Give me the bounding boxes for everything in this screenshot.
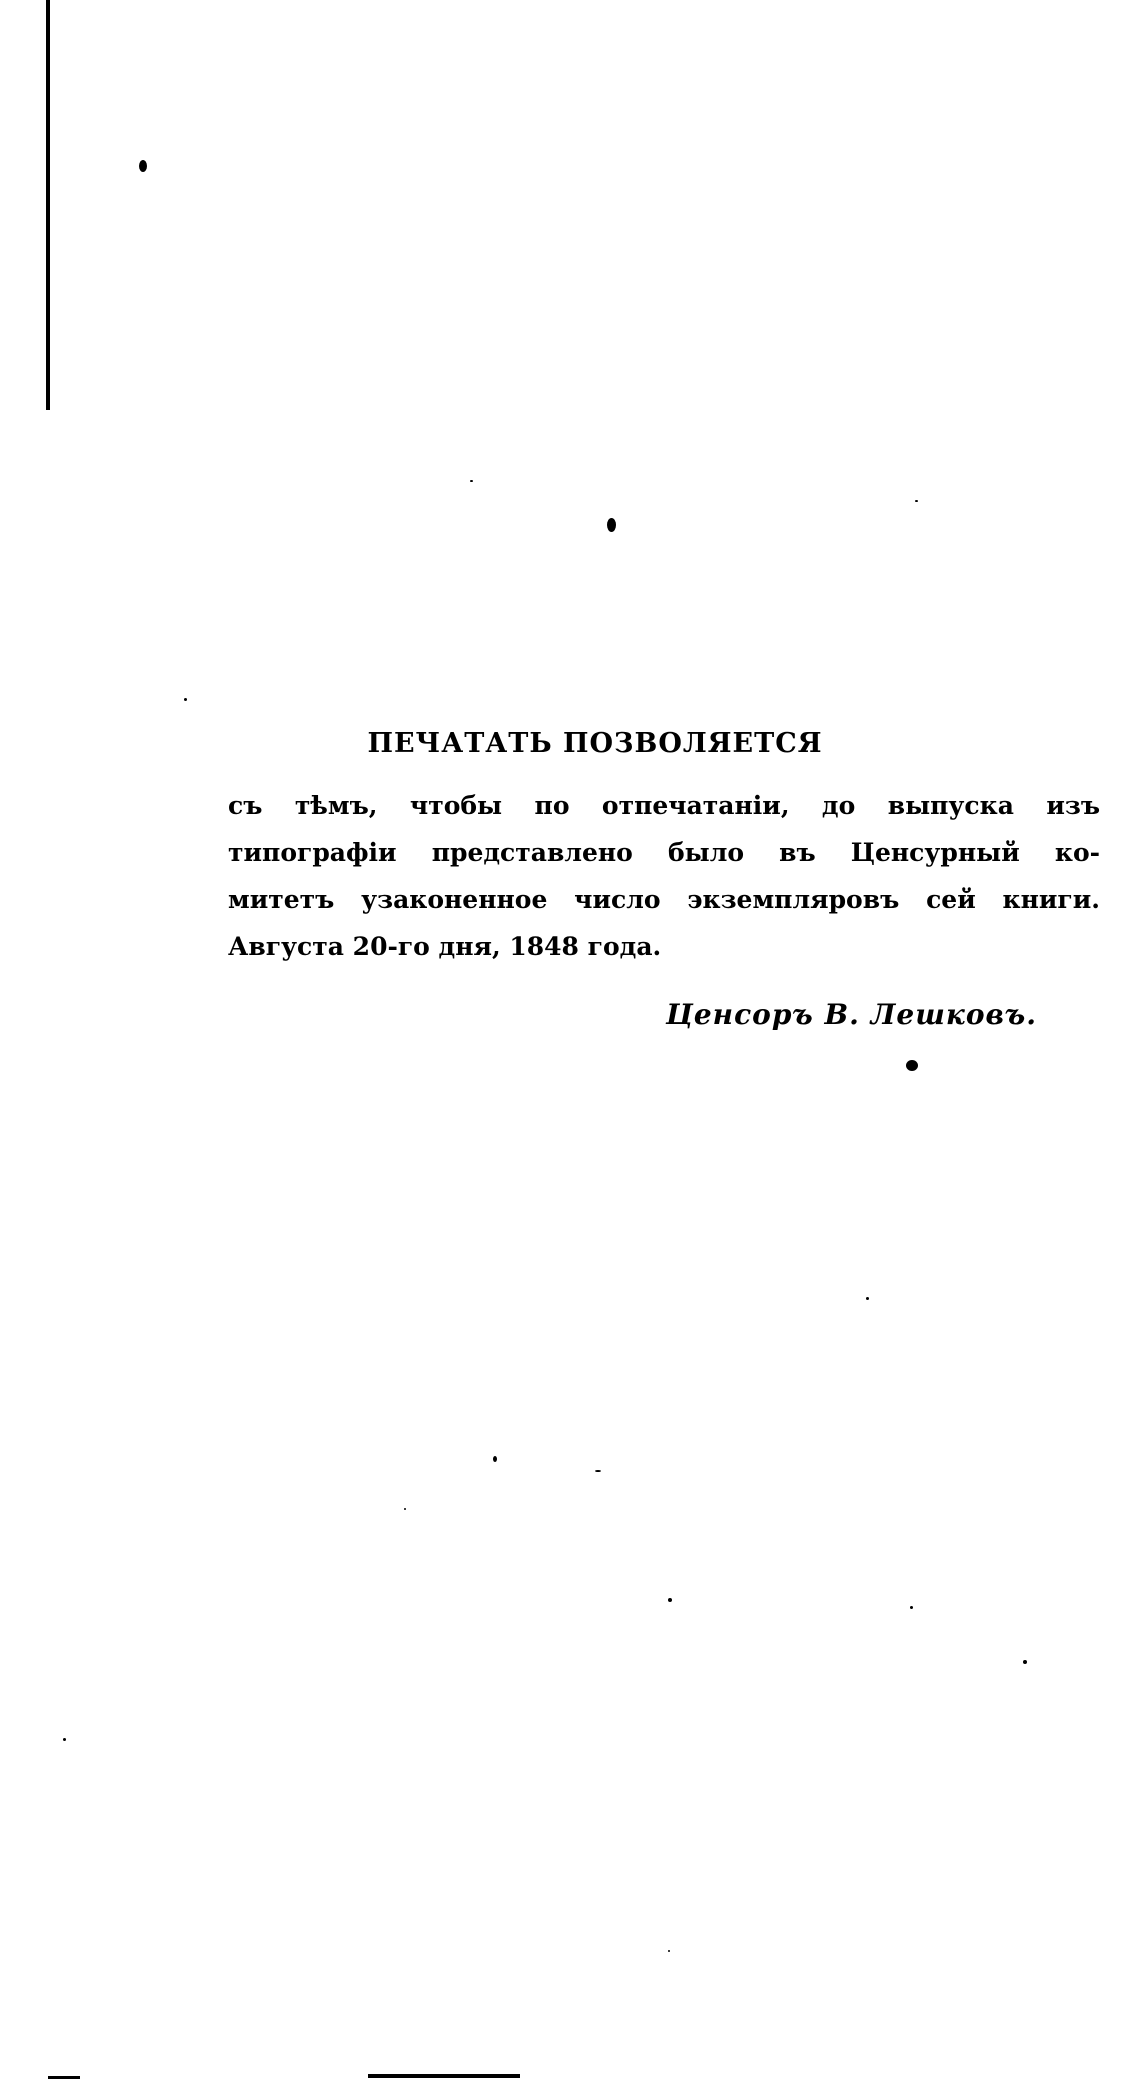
scan-speck — [906, 1060, 918, 1071]
scan-speck — [63, 1738, 66, 1741]
scan-speck — [1023, 1660, 1027, 1664]
scan-speck — [915, 500, 918, 502]
scan-speck — [607, 518, 616, 532]
text-line: Августа 20-го дня, 1848 года. — [228, 932, 662, 961]
footer-rule — [368, 2074, 520, 2078]
scan-speck — [404, 1508, 406, 1510]
heading: ПЕЧАТАТЬ ПОЗВОЛЯЕТСЯ — [367, 728, 823, 759]
scan-speck — [139, 160, 147, 172]
scan-speck — [910, 1606, 913, 1609]
scan-speck — [595, 1470, 601, 1472]
scan-speck — [184, 698, 187, 701]
scan-speck — [668, 1598, 672, 1602]
text-line: съ тѣмъ, чтобы по отпечатаніи, до выпуска изъ — [228, 791, 1100, 820]
permission-text — [228, 782, 1100, 970]
scan-speck — [866, 1297, 869, 1300]
censor-signature: Ценсоръ В. Лешковъ. — [665, 998, 1037, 1031]
text-line: митетъ узаконенное число экземпляровъ сей книги. — [228, 885, 1100, 914]
scan-speck — [470, 480, 473, 482]
text-line: типографіи представлено было въ Ценсурный ко- — [228, 838, 1100, 867]
margin-rule — [46, 0, 50, 410]
scan-speck — [668, 1950, 670, 1952]
scan-speck — [493, 1456, 497, 1462]
footer-rule — [48, 2076, 80, 2079]
